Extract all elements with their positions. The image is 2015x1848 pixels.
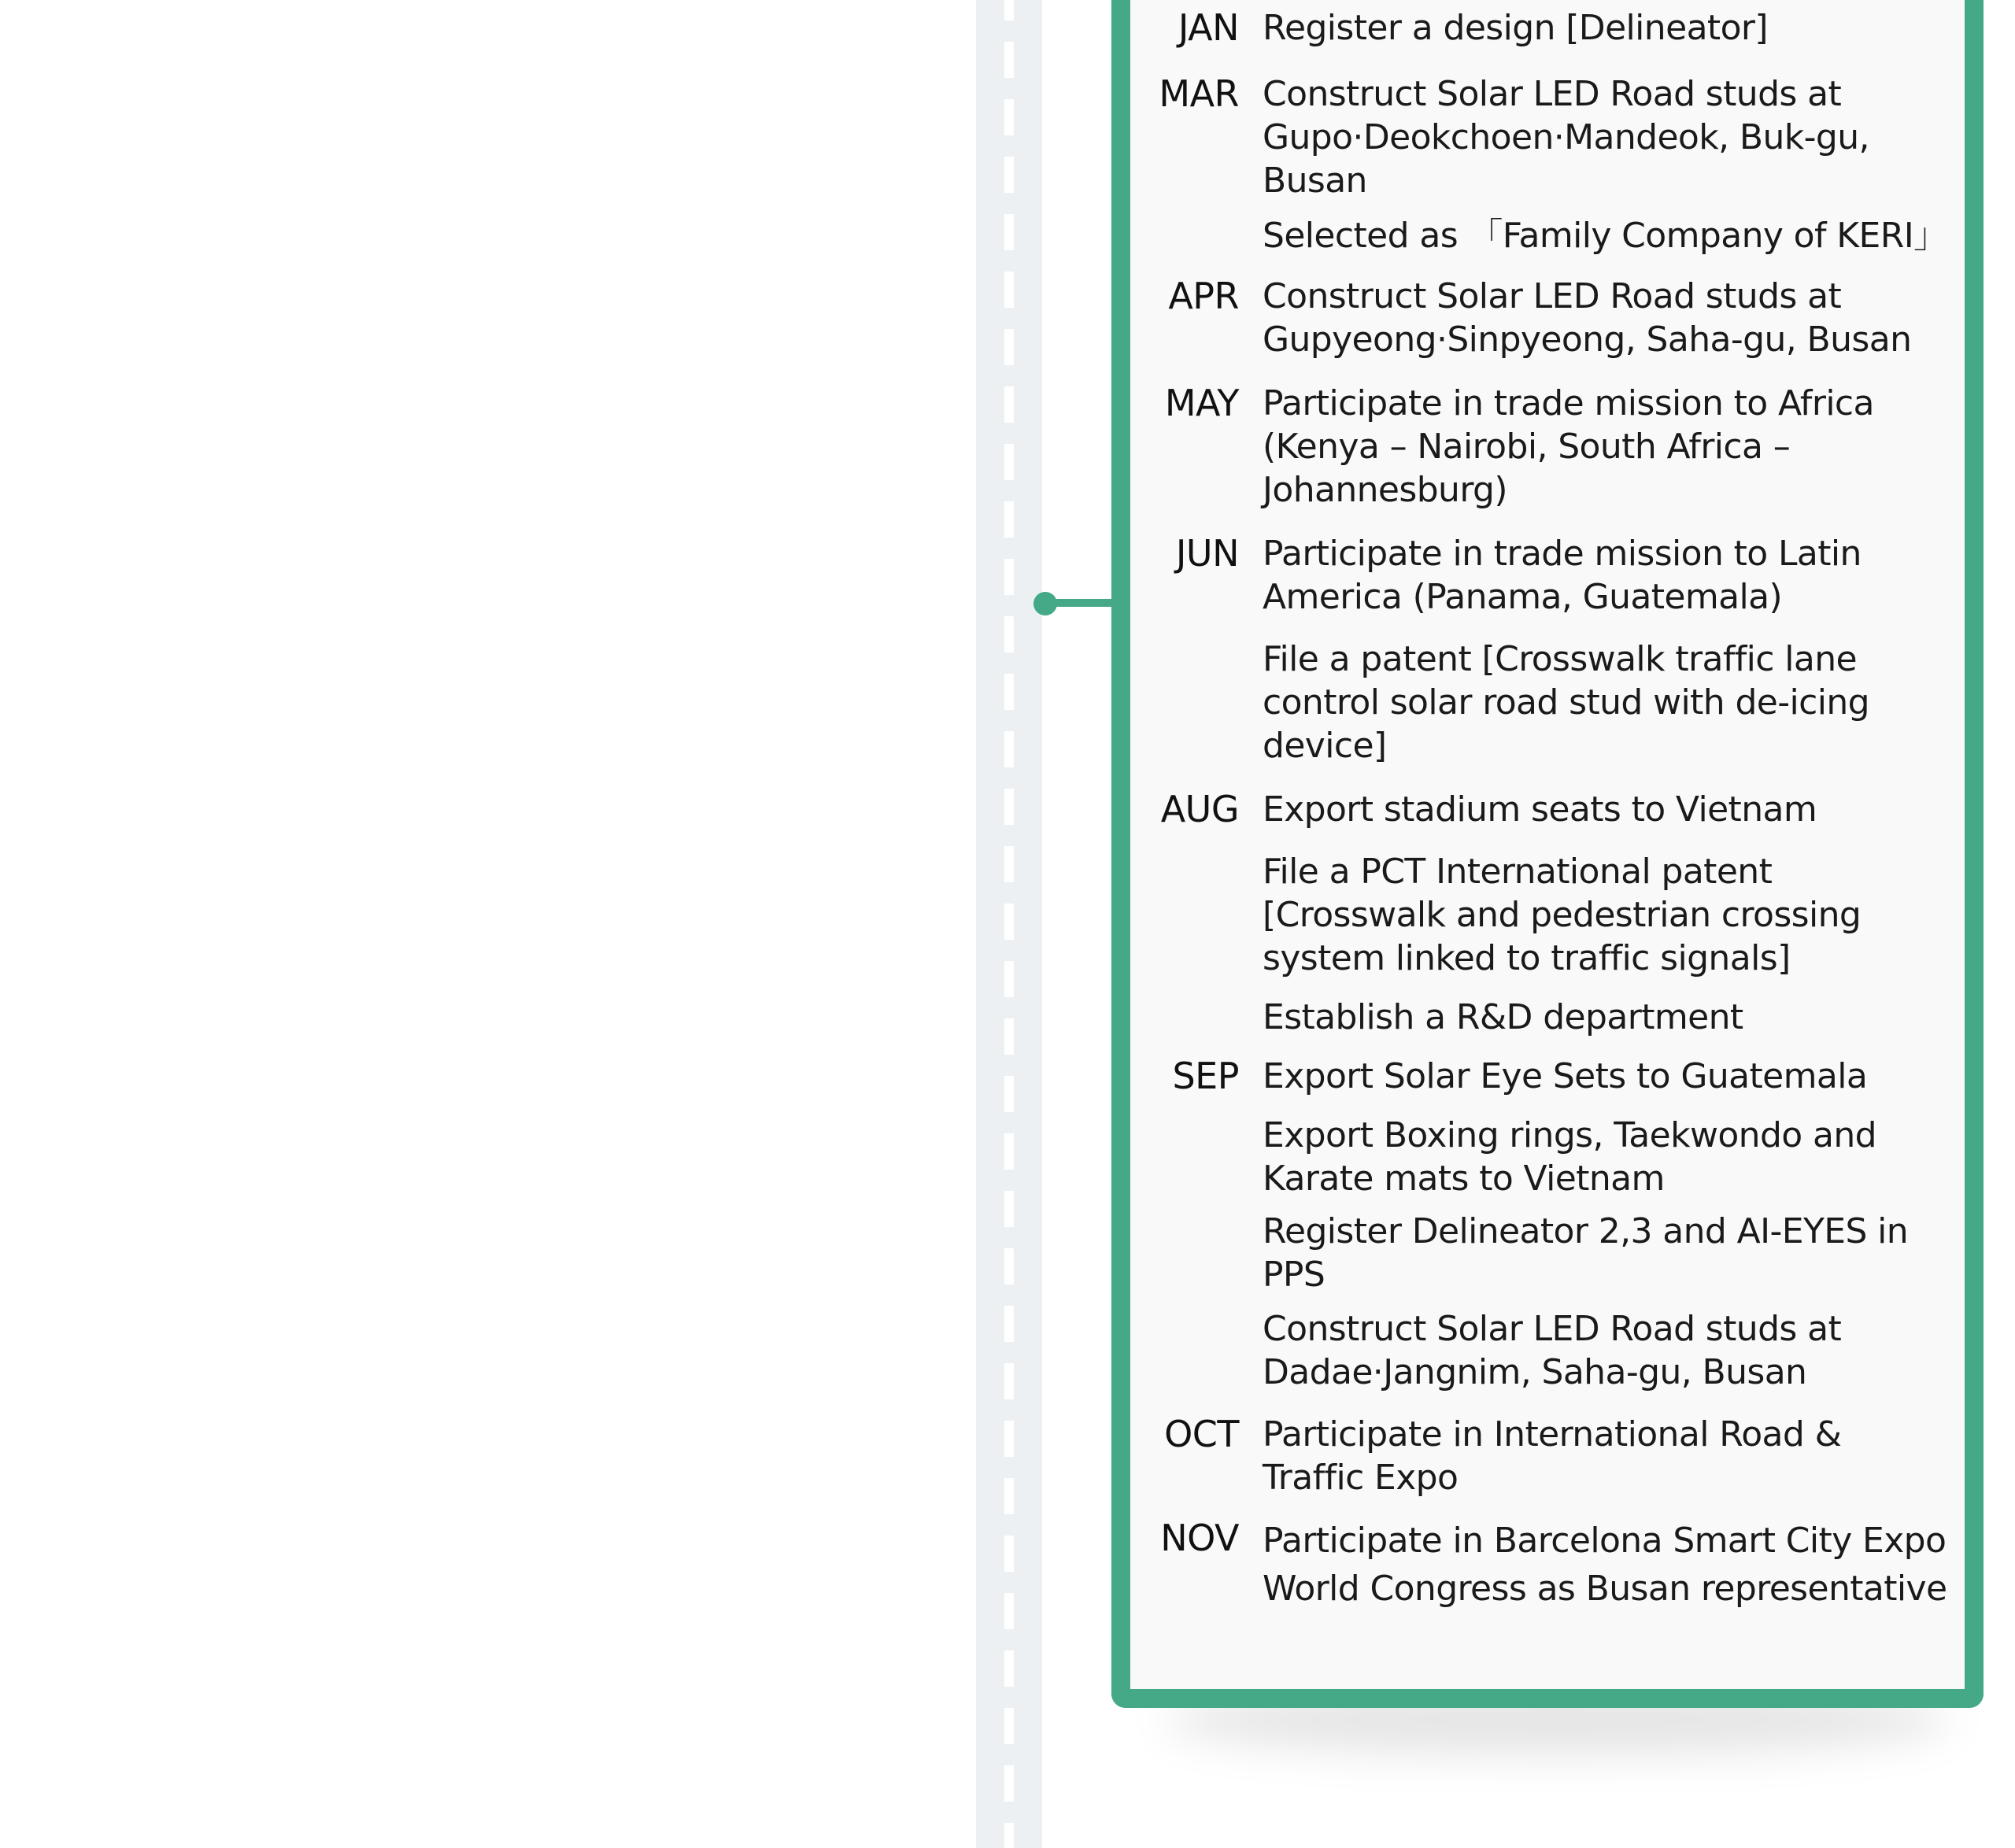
- history-entry: [1133, 6, 1968, 50]
- entry-month: JUN: [1175, 532, 1239, 575]
- history-entry: [1133, 638, 1968, 767]
- entry-text: Construct Solar LED Road studs at Dadae·Jangnim, Saha-gu, Busan: [1263, 1309, 1842, 1392]
- entry-month: MAR: [1159, 72, 1239, 115]
- entry-text: File a PCT International patent [Crosswalk and pedestrian crossing system linked to traffic signals]: [1263, 852, 1862, 978]
- entry-month: SEP: [1172, 1055, 1239, 1097]
- entry-month: OCT: [1164, 1413, 1239, 1455]
- entry-text: Establish a R&D department: [1263, 997, 1743, 1037]
- entry-text: Participate in International Road & Traffic Expo: [1263, 1414, 1842, 1498]
- entry-month: APR: [1168, 275, 1239, 317]
- entry-text: Participate in trade mission to Africa (Kenya – Nairobi, South Africa – Johannesburg): [1263, 383, 1874, 510]
- entry-text: Participate in Barcelona Smart City Expo World Congress as Busan representative: [1263, 1521, 1947, 1609]
- history-entry: [1133, 1114, 1968, 1200]
- timeline-connector-dot: [1033, 592, 1057, 615]
- entry-month: NOV: [1160, 1517, 1239, 1559]
- history-entry: [1133, 1517, 1968, 1613]
- history-entry: [1133, 1413, 1968, 1499]
- history-entry: [1133, 1055, 1968, 1098]
- timeline-road: [976, 0, 1042, 1848]
- history-entry: [1133, 382, 1968, 512]
- history-entry: [1133, 532, 1968, 619]
- entry-text: Selected as 「Family Company of KERI」: [1263, 216, 1948, 256]
- history-entries: [1133, 0, 1968, 1613]
- entry-month: AUG: [1160, 788, 1239, 830]
- history-entry: [1133, 1210, 1968, 1296]
- entry-text: Export Boxing rings, Taekwondo and Karate mats to Vietnam: [1263, 1115, 1876, 1199]
- entry-text: Participate in trade mission to Latin America (Panama, Guatemala): [1263, 534, 1862, 617]
- entry-text: Register Delineator 2,3 and AI-EYES in PPS: [1263, 1211, 1909, 1295]
- history-entry: [1133, 1307, 1968, 1394]
- entry-text: Export stadium seats to Vietnam: [1263, 789, 1817, 830]
- entry-text: Export Solar Eye Sets to Guatemala: [1263, 1056, 1868, 1096]
- entry-text: Register a design [Delineator]: [1263, 8, 1768, 48]
- history-entry: [1133, 850, 1968, 980]
- entry-text: File a patent [Crosswalk traffic lane control solar road stud with de-icing device]: [1263, 639, 1869, 766]
- history-entry: [1133, 996, 1968, 1039]
- entry-month: JAN: [1178, 6, 1239, 49]
- history-entry: [1133, 72, 1968, 202]
- entry-text: Construct Solar LED Road studs at Gupyeong·Sinpyeong, Saha-gu, Busan: [1263, 276, 1912, 360]
- entry-month: MAY: [1164, 382, 1239, 424]
- entry-text: Construct Solar LED Road studs at Gupo·Deokchoen·Mandeok, Buk-gu, Busan: [1263, 74, 1869, 201]
- road-center-dashes: [1004, 0, 1014, 1848]
- history-entry: [1133, 214, 1968, 257]
- history-entry: [1133, 275, 1968, 361]
- history-entry: [1133, 788, 1968, 831]
